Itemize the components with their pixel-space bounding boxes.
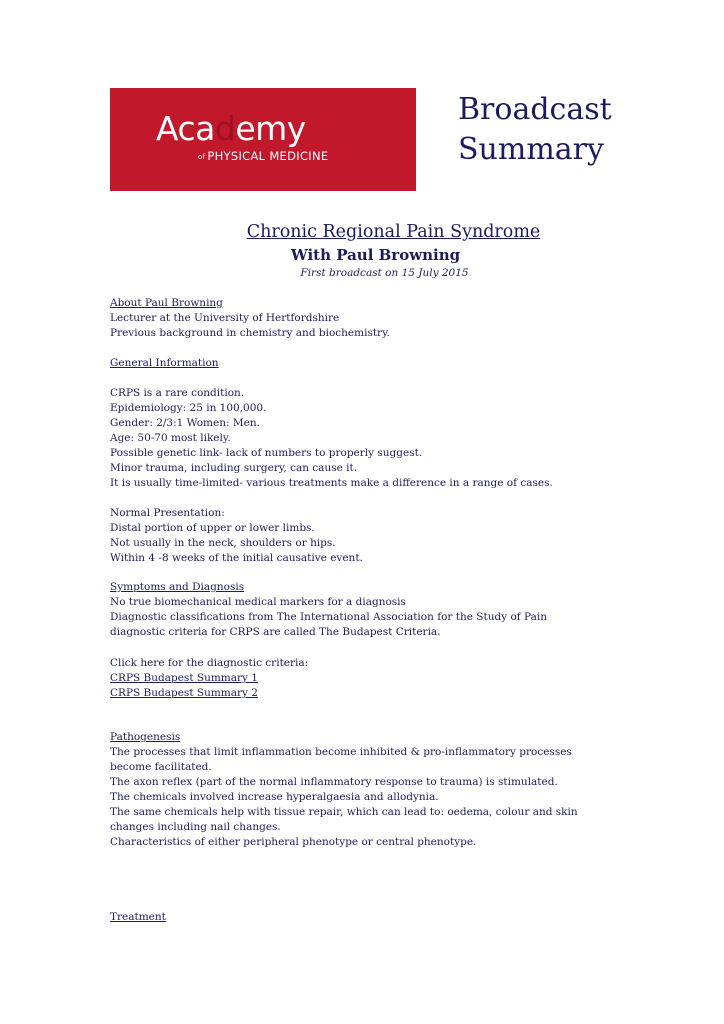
treatment-heading: Treatment	[110, 911, 166, 923]
about-heading: About Paul Browning	[110, 297, 223, 309]
pathogenesis-line: Characteristics of either peripheral phenotype or central phenotype.	[110, 836, 477, 848]
pathogenesis-section	[110, 730, 610, 850]
document-subtitle: With Paul Browning	[290, 246, 461, 264]
symptoms-line: Diagnostic classifications from The International Association for the Study of Pain	[110, 611, 547, 623]
pathogenesis-line: changes including nail changes.	[110, 821, 281, 833]
symptoms-section	[110, 580, 610, 640]
presentation-line: Not usually in the neck, shoulders or hips.	[110, 537, 336, 549]
general-line: Epidemiology: 25 in 100,000.	[110, 402, 267, 414]
logo-subtitle: of PHYSICAL MEDICINE	[198, 149, 329, 163]
general-heading: General Information	[110, 357, 219, 369]
criteria-prompt: Click here for the diagnostic criteria:	[110, 657, 309, 669]
general-line: It is usually time-limited- various treatments make a difference in a range of cases.	[110, 477, 553, 489]
symptoms-line: diagnostic criteria for CRPS are called The Budapest Criteria.	[110, 626, 441, 638]
pathogenesis-line: become facilitated.	[110, 761, 212, 773]
presentation-line: Within 4 -8 weeks of the initial causative event.	[110, 552, 363, 564]
general-section	[110, 356, 610, 371]
general-line: Minor trauma, including surgery, can cause it.	[110, 462, 358, 474]
pathogenesis-line: The same chemicals help with tissue repair, which can lead to: oedema, colour and skin	[110, 806, 578, 818]
presentation-heading: Normal Presentation:	[110, 507, 225, 519]
about-line: Previous background in chemistry and biochemistry.	[110, 327, 390, 339]
about-line: Lecturer at the University of Hertfordshire	[110, 312, 340, 324]
general-list	[110, 386, 610, 491]
general-line: Gender: 2/3:1 Women: Men.	[110, 417, 260, 429]
broadcast-summary-label: Broadcast Summary	[458, 92, 612, 167]
broadcast-date: First broadcast on 15 July 2015	[300, 267, 469, 279]
treatment-section	[110, 910, 610, 925]
crps-budapest-summary-1-link[interactable]: CRPS Budapest Summary 1	[110, 672, 258, 684]
general-line: CRPS is a rare condition.	[110, 387, 245, 399]
symptoms-line: No true biomechanical medical markers for a diagnosis	[110, 596, 406, 608]
pathogenesis-line: The processes that limit inflammation become inhibited & pro-inflammatory processes	[110, 746, 572, 758]
criteria-links	[110, 656, 610, 701]
presentation-line: Distal portion of upper or lower limbs.	[110, 522, 315, 534]
general-line: Possible genetic link- lack of numbers to properly suggest.	[110, 447, 423, 459]
general-line: Age: 50-70 most likely.	[110, 432, 231, 444]
presentation-section	[110, 506, 610, 566]
crps-budapest-summary-2-link[interactable]: CRPS Budapest Summary 2	[110, 687, 258, 699]
academy-logo	[110, 88, 416, 191]
pathogenesis-line: The chemicals involved increase hyperalgaesia and allodynia.	[110, 791, 439, 803]
pathogenesis-line: The axon reflex (part of the normal inflammatory response to trauma) is stimulated.	[110, 776, 558, 788]
symptoms-heading: Symptoms and Diagnosis	[110, 581, 245, 593]
logo-wordmark: Academy	[156, 109, 306, 148]
about-section	[110, 296, 610, 341]
pathogenesis-heading: Pathogenesis	[110, 731, 181, 743]
document-title: Chronic Regional Pain Syndrome	[246, 222, 541, 242]
